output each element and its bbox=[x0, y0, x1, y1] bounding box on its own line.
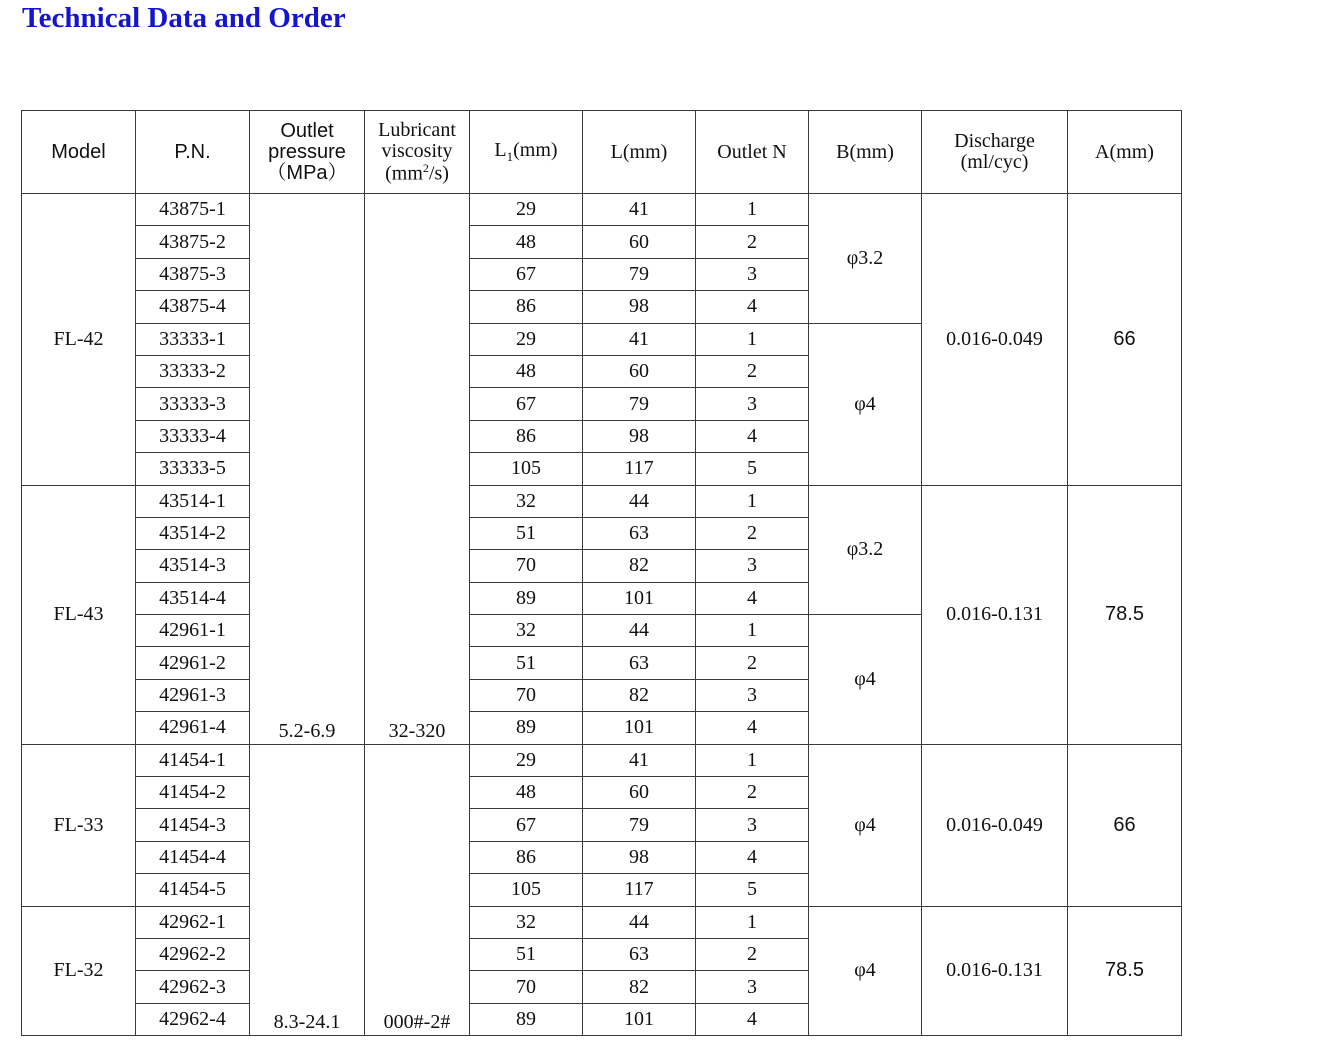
outlet-n-cell: 3 bbox=[696, 550, 809, 582]
l-cell: 79 bbox=[583, 388, 696, 420]
l-cell: 60 bbox=[583, 777, 696, 809]
l1-cell: 105 bbox=[470, 453, 583, 485]
outlet-pressure-cell: 5.2-6.9 bbox=[250, 194, 365, 745]
pn-cell: 43514-4 bbox=[136, 582, 250, 614]
discharge-cell: 0.016-0.131 bbox=[922, 485, 1068, 744]
pn-cell: 41454-4 bbox=[136, 841, 250, 873]
outlet-n-cell: 1 bbox=[696, 323, 809, 355]
l1-cell: 70 bbox=[470, 679, 583, 711]
a-cell: 78.5 bbox=[1068, 485, 1182, 744]
outlet-n-cell: 1 bbox=[696, 194, 809, 226]
discharge-cell: 0.016-0.049 bbox=[922, 744, 1068, 906]
l1-cell: 48 bbox=[470, 355, 583, 387]
pn-cell: 41454-1 bbox=[136, 744, 250, 776]
l1-cell: 89 bbox=[470, 712, 583, 744]
l1-cell: 51 bbox=[470, 517, 583, 549]
page-title: Technical Data and Order bbox=[22, 2, 346, 34]
outlet-n-cell: 5 bbox=[696, 874, 809, 906]
pn-cell: 43514-3 bbox=[136, 550, 250, 582]
l1-cell: 67 bbox=[470, 258, 583, 290]
outlet-n-cell: 3 bbox=[696, 388, 809, 420]
discharge-cell: 0.016-0.131 bbox=[922, 906, 1068, 1036]
l-cell: 63 bbox=[583, 517, 696, 549]
outlet-n-cell: 3 bbox=[696, 809, 809, 841]
pn-cell: 41454-2 bbox=[136, 777, 250, 809]
b-cell: φ4 bbox=[809, 744, 922, 906]
header-pn: P.N. bbox=[136, 111, 250, 194]
l1-cell: 89 bbox=[470, 582, 583, 614]
l-cell: 63 bbox=[583, 647, 696, 679]
l-cell: 82 bbox=[583, 550, 696, 582]
l-cell: 117 bbox=[583, 874, 696, 906]
outlet-n-cell: 4 bbox=[696, 291, 809, 323]
l1-cell: 67 bbox=[470, 809, 583, 841]
model-cell: FL-32 bbox=[22, 906, 136, 1036]
l-cell: 41 bbox=[583, 323, 696, 355]
outlet-n-cell: 1 bbox=[696, 744, 809, 776]
outlet-n-cell: 1 bbox=[696, 485, 809, 517]
table-row bbox=[22, 485, 1182, 517]
outlet-n-cell: 4 bbox=[696, 841, 809, 873]
b-cell: φ3.2 bbox=[809, 194, 922, 324]
outlet-n-cell: 1 bbox=[696, 615, 809, 647]
pn-cell: 43875-1 bbox=[136, 194, 250, 226]
viscosity-cell: 000#-2# bbox=[365, 744, 470, 1036]
l1-cell: 86 bbox=[470, 420, 583, 452]
l-cell: 79 bbox=[583, 258, 696, 290]
pn-cell: 42962-4 bbox=[136, 1003, 250, 1035]
header-model: Model bbox=[22, 111, 136, 194]
a-cell: 66 bbox=[1068, 194, 1182, 486]
pn-cell: 33333-3 bbox=[136, 388, 250, 420]
l1-cell: 48 bbox=[470, 226, 583, 258]
outlet-n-cell: 4 bbox=[696, 420, 809, 452]
l-cell: 79 bbox=[583, 809, 696, 841]
outlet-n-cell: 2 bbox=[696, 777, 809, 809]
outlet-pressure-cell: 8.3-24.1 bbox=[250, 744, 365, 1036]
a-cell: 66 bbox=[1068, 744, 1182, 906]
a-cell: 78.5 bbox=[1068, 906, 1182, 1036]
l1-cell: 32 bbox=[470, 485, 583, 517]
pn-cell: 33333-5 bbox=[136, 453, 250, 485]
l1-cell: 70 bbox=[470, 971, 583, 1003]
pn-cell: 42962-1 bbox=[136, 906, 250, 938]
l-cell: 117 bbox=[583, 453, 696, 485]
pn-cell: 33333-1 bbox=[136, 323, 250, 355]
header-a: A(mm) bbox=[1068, 111, 1182, 194]
l1-cell: 105 bbox=[470, 874, 583, 906]
viscosity-cell: 32-320 bbox=[365, 194, 470, 745]
l1-cell: 48 bbox=[470, 777, 583, 809]
outlet-n-cell: 2 bbox=[696, 647, 809, 679]
pn-cell: 33333-4 bbox=[136, 420, 250, 452]
l1-cell: 89 bbox=[470, 1003, 583, 1035]
pn-cell: 41454-3 bbox=[136, 809, 250, 841]
l1-cell: 86 bbox=[470, 841, 583, 873]
header-l: L(mm) bbox=[583, 111, 696, 194]
l-cell: 41 bbox=[583, 744, 696, 776]
header-row bbox=[22, 111, 1182, 194]
l-cell: 101 bbox=[583, 582, 696, 614]
l-cell: 44 bbox=[583, 906, 696, 938]
pn-cell: 43514-1 bbox=[136, 485, 250, 517]
outlet-n-cell: 3 bbox=[696, 679, 809, 711]
discharge-cell: 0.016-0.049 bbox=[922, 194, 1068, 486]
header-outlet-pressure-line2: pressure bbox=[268, 140, 346, 163]
header-discharge-line1: Discharge bbox=[954, 130, 1035, 152]
l1-cell: 32 bbox=[470, 906, 583, 938]
outlet-n-cell: 3 bbox=[696, 258, 809, 290]
model-cell: FL-33 bbox=[22, 744, 136, 906]
outlet-n-cell: 2 bbox=[696, 355, 809, 387]
table-row bbox=[22, 744, 1182, 776]
l-cell: 101 bbox=[583, 712, 696, 744]
pn-cell: 43875-4 bbox=[136, 291, 250, 323]
pn-cell: 42962-3 bbox=[136, 971, 250, 1003]
outlet-n-cell: 1 bbox=[696, 906, 809, 938]
l-cell: 82 bbox=[583, 971, 696, 1003]
l-cell: 98 bbox=[583, 841, 696, 873]
outlet-n-cell: 2 bbox=[696, 938, 809, 970]
pn-cell: 42961-2 bbox=[136, 647, 250, 679]
b-cell: φ4 bbox=[809, 906, 922, 1036]
l-cell: 44 bbox=[583, 615, 696, 647]
model-cell: FL-43 bbox=[22, 485, 136, 744]
b-cell: φ3.2 bbox=[809, 485, 922, 615]
l-cell: 44 bbox=[583, 485, 696, 517]
l-cell: 82 bbox=[583, 679, 696, 711]
outlet-n-cell: 2 bbox=[696, 226, 809, 258]
header-outlet-pressure-unit: （MPa） bbox=[266, 161, 348, 184]
pn-cell: 43875-2 bbox=[136, 226, 250, 258]
outlet-n-cell: 4 bbox=[696, 712, 809, 744]
header-b: B(mm) bbox=[809, 111, 922, 194]
model-cell: FL-42 bbox=[22, 194, 136, 486]
outlet-n-cell: 5 bbox=[696, 453, 809, 485]
outlet-n-cell: 3 bbox=[696, 971, 809, 1003]
l1-cell: 32 bbox=[470, 615, 583, 647]
table-row bbox=[22, 906, 1182, 938]
outlet-n-cell: 2 bbox=[696, 517, 809, 549]
l1-cell: 29 bbox=[470, 744, 583, 776]
header-discharge bbox=[922, 111, 1068, 194]
l1-cell: 51 bbox=[470, 647, 583, 679]
pn-cell: 43875-3 bbox=[136, 258, 250, 290]
l1-cell: 29 bbox=[470, 194, 583, 226]
l-cell: 101 bbox=[583, 1003, 696, 1035]
header-viscosity bbox=[365, 111, 470, 194]
header-l1: $L_1(mm)$ bbox=[470, 111, 583, 194]
pn-cell: 42961-4 bbox=[136, 712, 250, 744]
technical-data-table bbox=[21, 110, 1182, 1036]
l-cell: 98 bbox=[583, 420, 696, 452]
l-cell: 60 bbox=[583, 226, 696, 258]
header-outlet-n: Outlet N bbox=[696, 111, 809, 194]
table-body bbox=[22, 194, 1182, 1036]
l-cell: 98 bbox=[583, 291, 696, 323]
pn-cell: 41454-5 bbox=[136, 874, 250, 906]
l1-cell: 51 bbox=[470, 938, 583, 970]
header-outlet-pressure-line1: Outlet bbox=[280, 119, 334, 142]
header-discharge-unit: (ml/cyc) bbox=[960, 151, 1029, 173]
l-cell: 63 bbox=[583, 938, 696, 970]
b-cell: φ4 bbox=[809, 615, 922, 745]
pn-cell: 42961-3 bbox=[136, 679, 250, 711]
header-viscosity-unit: $(mm^2/s)$ bbox=[385, 160, 449, 185]
outlet-n-cell: 4 bbox=[696, 582, 809, 614]
l-cell: 41 bbox=[583, 194, 696, 226]
header-viscosity-line1: Lubricant bbox=[378, 118, 456, 141]
header-viscosity-line2: viscosity bbox=[381, 139, 453, 162]
pn-cell: 42961-1 bbox=[136, 615, 250, 647]
outlet-n-cell: 4 bbox=[696, 1003, 809, 1035]
header-outlet-pressure bbox=[250, 111, 365, 194]
l1-cell: 86 bbox=[470, 291, 583, 323]
l1-cell: 67 bbox=[470, 388, 583, 420]
pn-cell: 42962-2 bbox=[136, 938, 250, 970]
l1-cell: 29 bbox=[470, 323, 583, 355]
l-cell: 60 bbox=[583, 355, 696, 387]
l1-cell: 70 bbox=[470, 550, 583, 582]
pn-cell: 43514-2 bbox=[136, 517, 250, 549]
b-cell: φ4 bbox=[809, 323, 922, 485]
table-row bbox=[22, 194, 1182, 226]
pn-cell: 33333-2 bbox=[136, 355, 250, 387]
